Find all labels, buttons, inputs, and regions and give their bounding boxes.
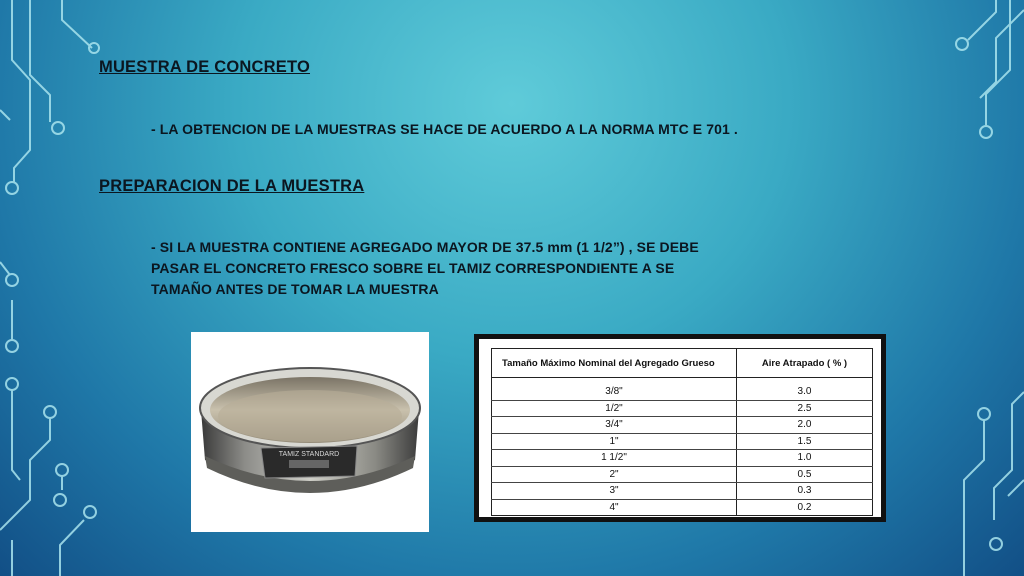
- table-cell: 2": [492, 466, 737, 483]
- table-cell: 1.5: [737, 433, 873, 450]
- table-cell: 1.0: [737, 450, 873, 467]
- table-cell: 1": [492, 433, 737, 450]
- table-cell: 0.2: [737, 499, 873, 516]
- paragraph-obtencion: - LA OBTENCION DE LA MUESTRAS SE HACE DE ACUERDO A LA NORMA MTC E 701 .: [151, 121, 738, 137]
- table-row: [492, 417, 873, 434]
- table-row: [492, 483, 873, 500]
- table-row: [492, 450, 873, 467]
- aire-atrapado-table-frame: [474, 334, 886, 522]
- aire-atrapado-table: [491, 348, 873, 516]
- paragraph-line: PASAR EL CONCRETO FRESCO SOBRE EL TAMIZ CORRESPONDIENTE A SE: [151, 260, 675, 276]
- table-row: [492, 466, 873, 483]
- table-cell: 0.5: [737, 466, 873, 483]
- sieve-illustration: [191, 332, 429, 532]
- table-cell: 2.0: [737, 417, 873, 434]
- table-row: [492, 400, 873, 417]
- heading-preparacion: PREPARACION DE LA MUESTRA: [99, 177, 365, 195]
- table-row: [492, 384, 873, 400]
- sieve-plate-label: TAMIZ STANDARD: [278, 451, 340, 458]
- table-cell: 1 1/2": [492, 450, 737, 467]
- heading-muestra-de-concreto: MUESTRA DE CONCRETO: [99, 58, 310, 76]
- table-row: [492, 499, 873, 516]
- table-cell: 0.3: [737, 483, 873, 500]
- table-panel: [479, 339, 881, 517]
- paragraph-line: - SI LA MUESTRA CONTIENE AGREGADO MAYOR DE 37.5 mm (1 1/2”) , SE DEBE: [151, 239, 699, 255]
- table-header-aire: Aire Atrapado ( % ): [737, 349, 873, 378]
- sieve-image: [191, 332, 429, 532]
- table-cell: 1/2": [492, 400, 737, 417]
- table-cell: 3.0: [737, 384, 873, 400]
- table-cell: 2.5: [737, 400, 873, 417]
- table-cell: 3": [492, 483, 737, 500]
- paragraph-preparacion: [151, 237, 841, 300]
- table-cell: 4": [492, 499, 737, 516]
- table-header-tamano: Tamaño Máximo Nominal del Agregado Grueso: [492, 349, 737, 378]
- table-row: [492, 433, 873, 450]
- table-cell: 3/8": [492, 384, 737, 400]
- table-cell: 3/4": [492, 417, 737, 434]
- paragraph-line: TAMAÑO ANTES DE TOMAR LA MUESTRA: [151, 281, 439, 297]
